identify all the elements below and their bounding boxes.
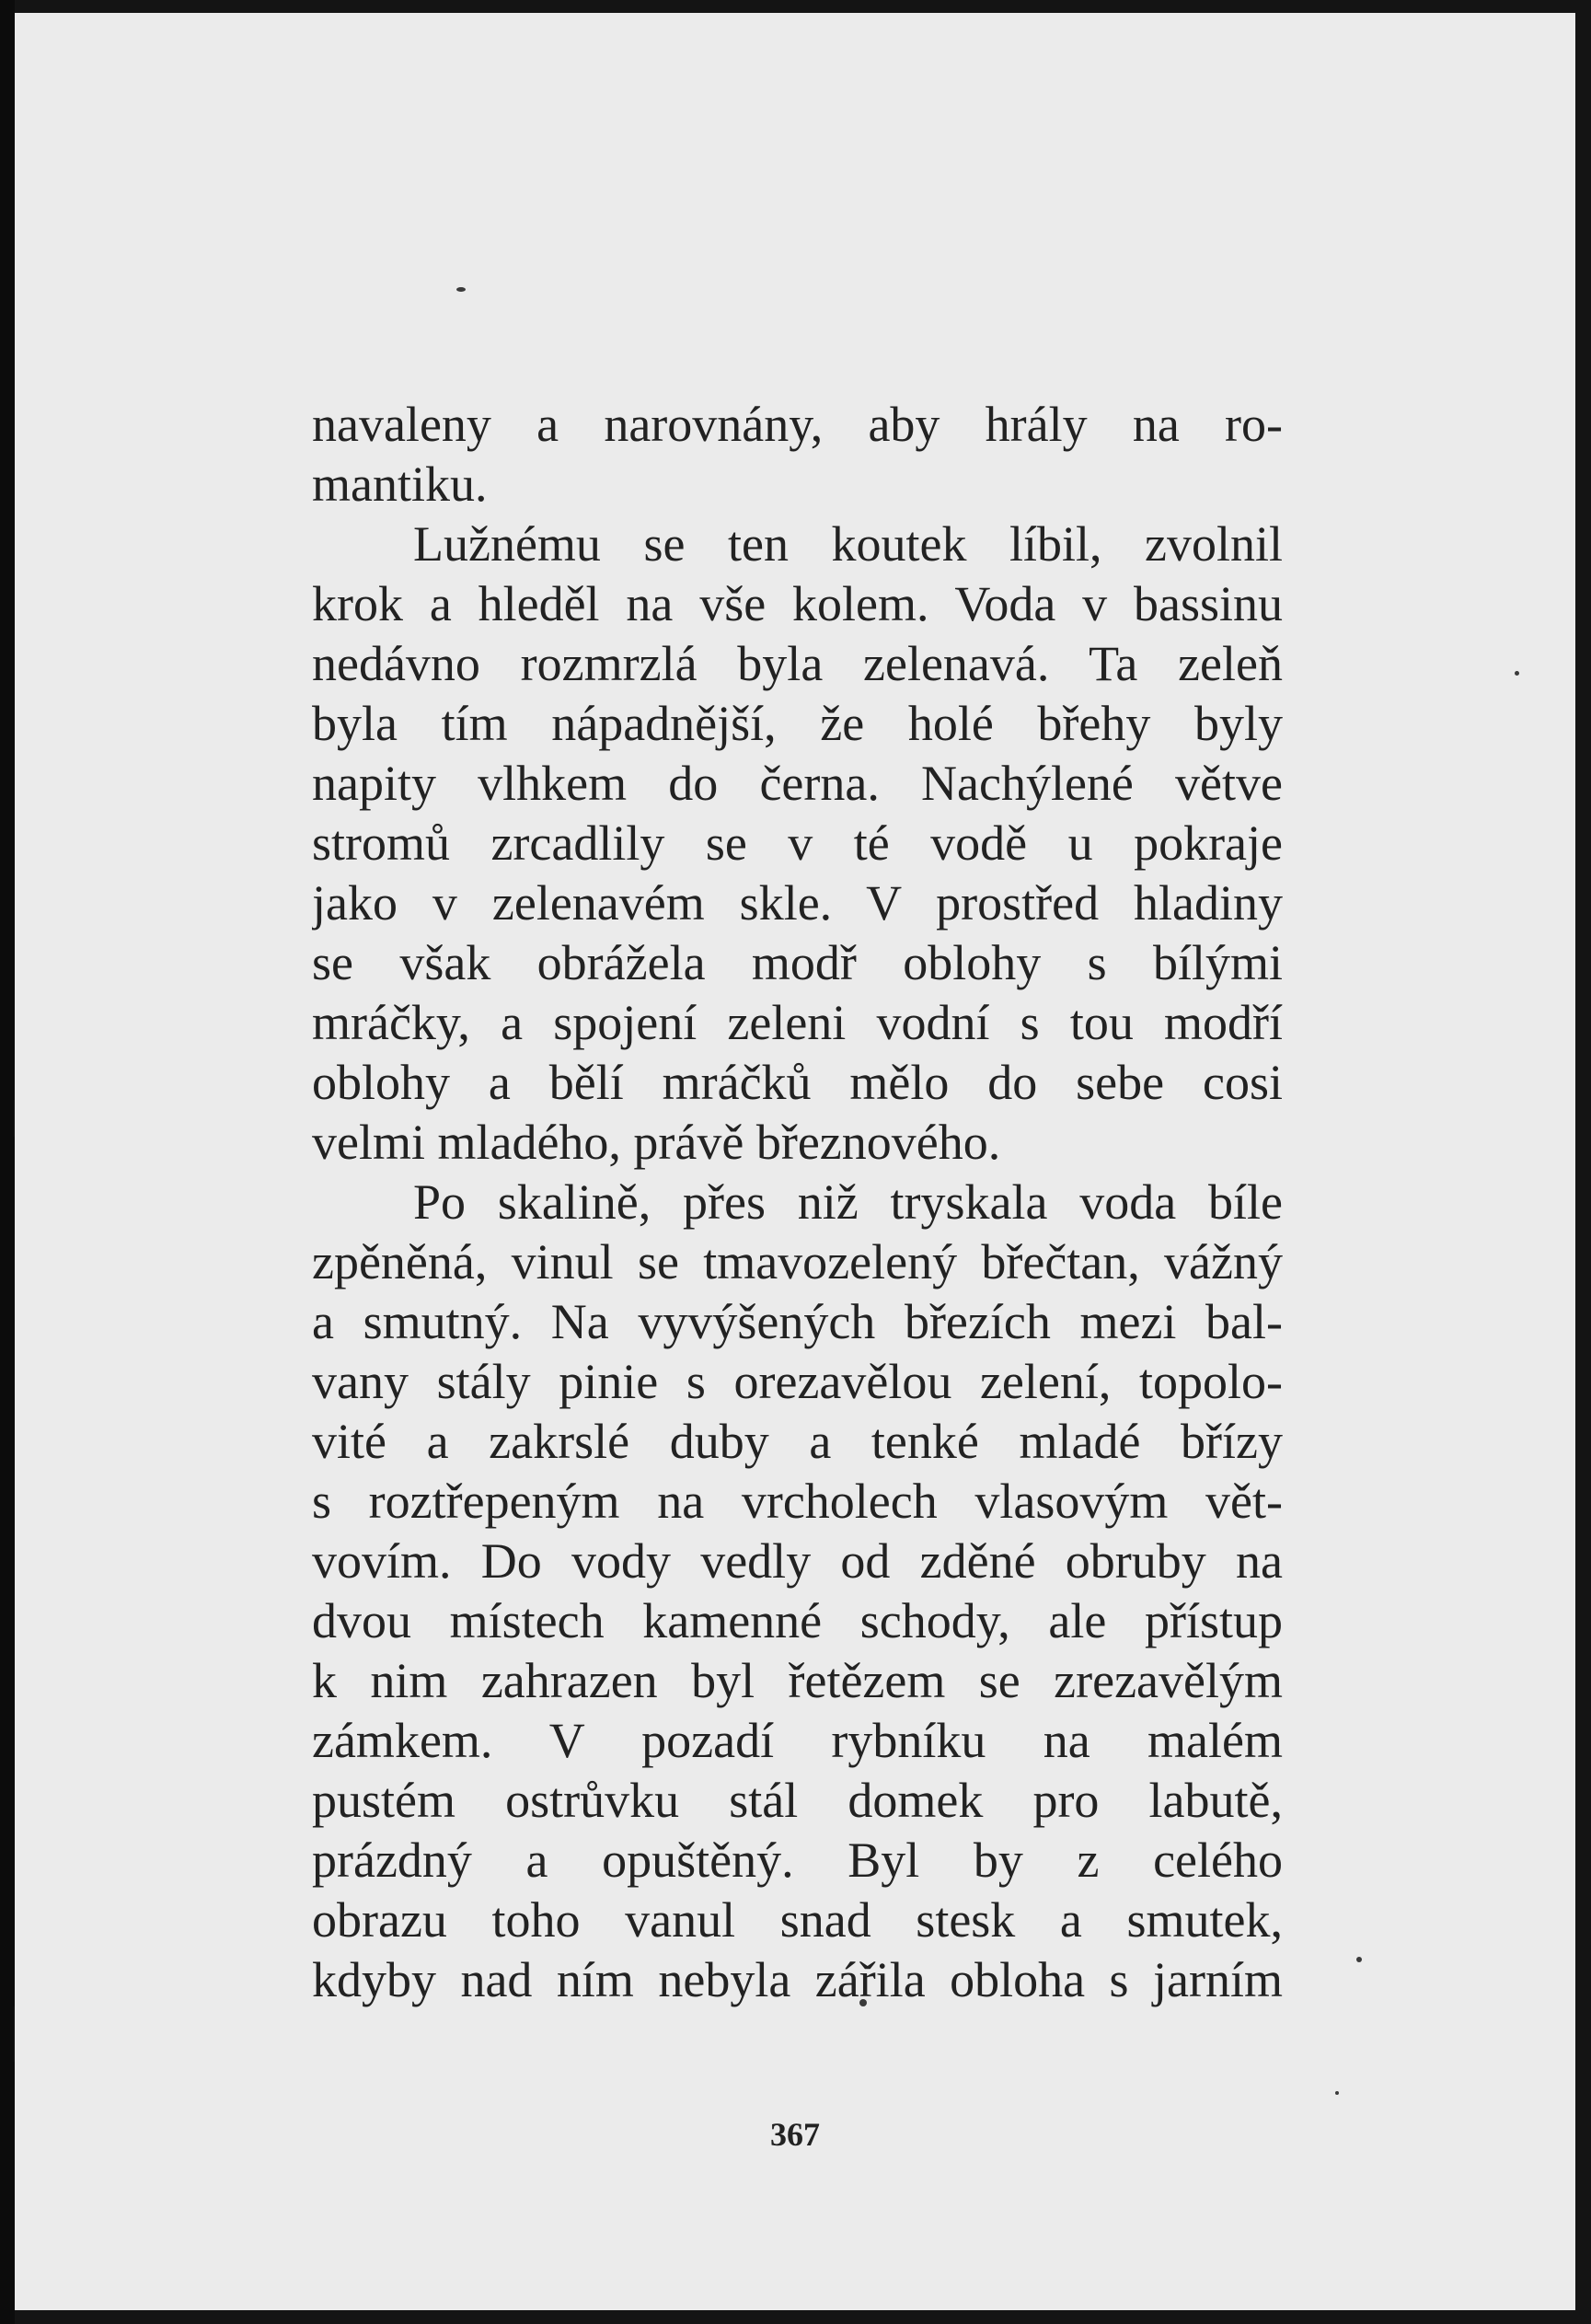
text-line: kdyby nad ním nebyla zářila obloha s jarním: [312, 1952, 1283, 2007]
scan-speck: [1356, 1957, 1362, 1962]
text-line: k nim zahrazen byl řetězem se zrezavělým: [312, 1653, 1283, 1708]
text-line: vany stály pinie s orezavělou zelení, topolo-: [312, 1354, 1283, 1409]
scan-left-edge: [0, 0, 15, 2324]
text-line: byla tím nápadnější, že holé břehy byly: [312, 696, 1283, 751]
text-line: jako v zelenavém skle. V prostřed hladiny: [312, 875, 1283, 931]
text-line: velmi mladého, právě březnového.: [312, 1115, 1001, 1170]
text-line: Po skalině, přes niž tryskala voda bíle: [413, 1174, 1283, 1230]
text-line: a smutný. Na vyvýšených březích mezi bal-: [312, 1294, 1283, 1349]
text-line: s roztřepeným na vrcholech vlasovým vět-: [312, 1474, 1283, 1529]
book-page: [15, 13, 1575, 2310]
text-line: krok a hleděl na vše kolem. Voda v bassinu: [312, 576, 1283, 631]
text-line: nedávno rozmrzlá byla zelenavá. Ta zeleň: [312, 636, 1283, 691]
text-line: obrazu toho vanul snad stesk a smutek,: [312, 1892, 1283, 1948]
text-line: mantiku.: [312, 457, 488, 512]
page-number: 367: [770, 2116, 820, 2153]
scan-top-noise: [52, 44, 1542, 50]
text-line: vovím. Do vody vedly od zděné obruby na: [312, 1533, 1283, 1589]
text-line: mráčky, a spojení zeleni vodní s tou modří: [312, 995, 1283, 1050]
text-line: se však obrážela modř oblohy s bílými: [312, 935, 1283, 990]
scan-speck: [1335, 2091, 1339, 2095]
text-line: navaleny a narovnány, aby hrály na ro-: [312, 397, 1283, 452]
text-line: dvou místech kamenné schody, ale přístup: [312, 1593, 1283, 1648]
text-line: pustém ostrůvku stál domek pro labutě,: [312, 1773, 1283, 1828]
text-line: prázdný a opuštěný. Byl by z celého: [312, 1833, 1283, 1888]
text-line: stromů zrcadlily se v té vodě u pokraje: [312, 815, 1283, 871]
text-line: vité a zakrslé duby a tenké mladé břízy: [312, 1414, 1283, 1469]
scan-speck: [456, 287, 466, 292]
text-line: zpěněná, vinul se tmavozelený břečtan, vážný: [312, 1234, 1283, 1289]
body-text: [312, 395, 1283, 2010]
text-line: zámkem. V pozadí rybníku na malém: [312, 1713, 1283, 1768]
text-line: Lužnému se ten koutek líbil, zvolnil: [413, 516, 1283, 572]
text-line: napity vlhkem do černa. Nachýlené větve: [312, 756, 1283, 811]
text-line: oblohy a bělí mráčků mělo do sebe cosi: [312, 1055, 1283, 1110]
scan-speck: [1515, 671, 1519, 676]
